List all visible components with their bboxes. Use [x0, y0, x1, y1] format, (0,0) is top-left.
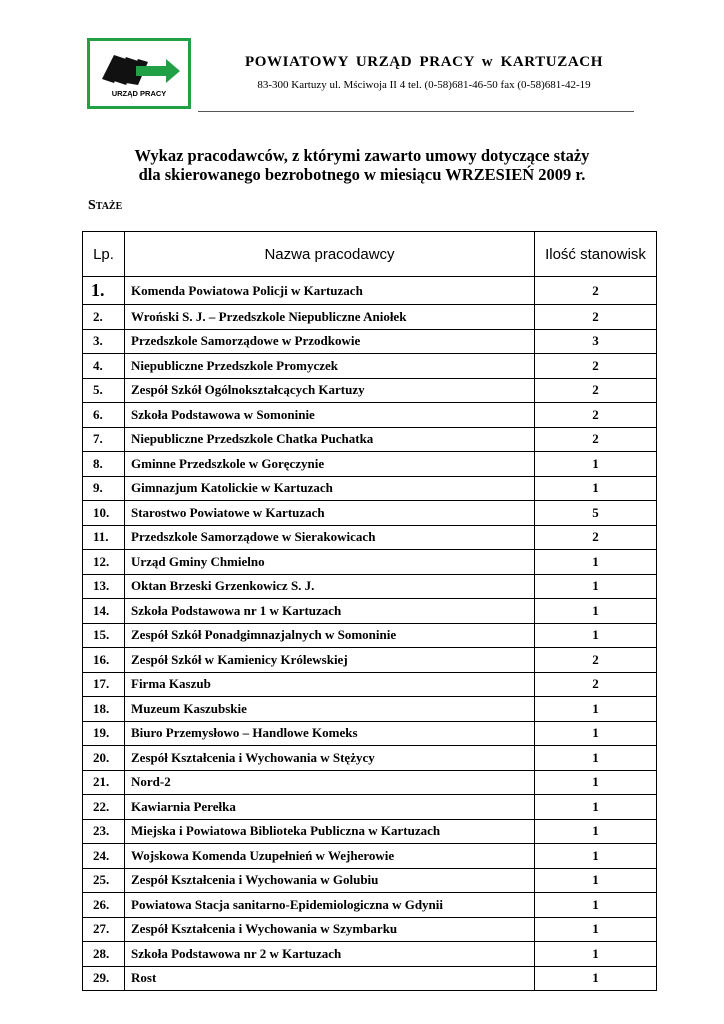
- row-number: 1.: [83, 277, 125, 305]
- positions-count: 1: [535, 917, 657, 942]
- employers-table: [82, 231, 657, 991]
- employer-name: Gminne Przedszkole w Goręczynie: [125, 452, 535, 477]
- table-header-row: [83, 232, 657, 277]
- positions-count: 3: [535, 329, 657, 354]
- table-row: [83, 329, 657, 354]
- employer-name: Przedszkole Samorządowe w Sierakowicach: [125, 525, 535, 550]
- row-number: 12.: [83, 550, 125, 575]
- table-row: [83, 378, 657, 403]
- employer-name: Komenda Powiatowa Policji w Kartuzach: [125, 277, 535, 305]
- row-number: 21.: [83, 770, 125, 795]
- employer-name: Zespół Szkół w Kamienicy Królewskiej: [125, 648, 535, 673]
- row-number: 28.: [83, 942, 125, 967]
- table-row: [83, 476, 657, 501]
- positions-count: 1: [535, 721, 657, 746]
- document-title-line-1: Wykaz pracodawców, z którymi zawarto umowy dotyczące staży: [134, 146, 590, 165]
- section-label: Staże: [88, 198, 123, 213]
- table-row: [83, 427, 657, 452]
- row-number: 24.: [83, 844, 125, 869]
- table-row: [83, 942, 657, 967]
- table-row: [83, 550, 657, 575]
- org-address: 83-300 Kartuzy ul. Mściwoja II 4 tel. (0-58)681-46-50 fax (0-58)681-42-19: [257, 79, 591, 91]
- table-row: [83, 672, 657, 697]
- table-row: [83, 917, 657, 942]
- employer-name: Szkoła Podstawowa nr 2 w Kartuzach: [125, 942, 535, 967]
- employer-name: Zespół Kształcenia i Wychowania w Golubiu: [125, 868, 535, 893]
- header-employer-name: Nazwa pracodawcy: [125, 232, 535, 277]
- positions-count: 1: [535, 795, 657, 820]
- positions-count: 2: [535, 378, 657, 403]
- table-row: [83, 844, 657, 869]
- positions-count: 1: [535, 942, 657, 967]
- employer-name: Muzeum Kaszubskie: [125, 697, 535, 722]
- positions-count: 2: [535, 354, 657, 379]
- table-row: [83, 599, 657, 624]
- table-row: [83, 795, 657, 820]
- table-row: [83, 697, 657, 722]
- header-positions-count: Ilość stanowisk: [535, 232, 657, 277]
- employer-name: Oktan Brzeski Grzenkowicz S. J.: [125, 574, 535, 599]
- row-number: 14.: [83, 599, 125, 624]
- row-number: 9.: [83, 476, 125, 501]
- positions-count: 1: [535, 599, 657, 624]
- employer-name: Miejska i Powiatowa Biblioteka Publiczna w Kartuzach: [125, 819, 535, 844]
- row-number: 22.: [83, 795, 125, 820]
- row-number: 7.: [83, 427, 125, 452]
- positions-count: 1: [535, 966, 657, 991]
- row-number: 16.: [83, 648, 125, 673]
- table-row: [83, 403, 657, 428]
- table-row: [83, 354, 657, 379]
- positions-count: 1: [535, 844, 657, 869]
- employer-name: Szkoła Podstawowa nr 1 w Kartuzach: [125, 599, 535, 624]
- positions-count: 1: [535, 697, 657, 722]
- positions-count: 1: [535, 746, 657, 771]
- row-number: 6.: [83, 403, 125, 428]
- positions-count: 1: [535, 893, 657, 918]
- row-number: 3.: [83, 329, 125, 354]
- row-number: 8.: [83, 452, 125, 477]
- row-number: 11.: [83, 525, 125, 550]
- positions-count: 2: [535, 672, 657, 697]
- table-row: [83, 966, 657, 991]
- positions-count: 1: [535, 452, 657, 477]
- employer-name: Starostwo Powiatowe w Kartuzach: [125, 501, 535, 526]
- positions-count: 1: [535, 476, 657, 501]
- row-number: 5.: [83, 378, 125, 403]
- positions-count: 5: [535, 501, 657, 526]
- row-number: 15.: [83, 623, 125, 648]
- employer-name: Przedszkole Samorządowe w Przodkowie: [125, 329, 535, 354]
- employer-name: Nord-2: [125, 770, 535, 795]
- row-number: 19.: [83, 721, 125, 746]
- employer-name: Wroński S. J. – Przedszkole Niepubliczne Aniołek: [125, 305, 535, 330]
- employer-name: Zespół Szkół Ponadgimnazjalnych w Somoninie: [125, 623, 535, 648]
- employer-name: Zespół Szkół Ogólnokształcących Kartuzy: [125, 378, 535, 403]
- header-divider: [198, 111, 634, 112]
- employer-name: Biuro Przemysłowo – Handlowe Komeks: [125, 721, 535, 746]
- employer-name: Zespół Kształcenia i Wychowania w Szymbarku: [125, 917, 535, 942]
- row-number: 29.: [83, 966, 125, 991]
- table-row: [83, 452, 657, 477]
- positions-count: 1: [535, 770, 657, 795]
- positions-count: 1: [535, 623, 657, 648]
- table-row: [83, 501, 657, 526]
- employer-name: Firma Kaszub: [125, 672, 535, 697]
- row-number: 23.: [83, 819, 125, 844]
- row-number: 13.: [83, 574, 125, 599]
- table-row: [83, 770, 657, 795]
- table-row: [83, 648, 657, 673]
- positions-count: 1: [535, 819, 657, 844]
- table-row: [83, 746, 657, 771]
- positions-count: 1: [535, 550, 657, 575]
- row-number: 20.: [83, 746, 125, 771]
- org-name: POWIATOWY URZĄD PRACY w KARTUZACH: [245, 54, 603, 70]
- employer-name: Szkoła Podstawowa w Somoninie: [125, 403, 535, 428]
- employer-name: Gimnazjum Katolickie w Kartuzach: [125, 476, 535, 501]
- table-row: [83, 277, 657, 305]
- logo: [87, 38, 191, 109]
- row-number: 25.: [83, 868, 125, 893]
- row-number: 26.: [83, 893, 125, 918]
- row-number: 17.: [83, 672, 125, 697]
- employer-name: Urząd Gminy Chmielno: [125, 550, 535, 575]
- table-row: [83, 525, 657, 550]
- row-number: 10.: [83, 501, 125, 526]
- positions-count: 2: [535, 305, 657, 330]
- table-row: [83, 305, 657, 330]
- positions-count: 2: [535, 403, 657, 428]
- employer-name: Powiatowa Stacja sanitarno-Epidemiologiczna w Gdynii: [125, 893, 535, 918]
- table-row: [83, 893, 657, 918]
- employer-name: Niepubliczne Przedszkole Chatka Puchatka: [125, 427, 535, 452]
- table-row: [83, 574, 657, 599]
- table-row: [83, 868, 657, 893]
- positions-count: 1: [535, 574, 657, 599]
- logo-text: URZĄD PRACY: [111, 89, 167, 98]
- employer-name: Zespół Kształcenia i Wychowania w Stężycy: [125, 746, 535, 771]
- table-body: [83, 277, 657, 991]
- row-number: 27.: [83, 917, 125, 942]
- document-title-line-2: dla skierowanego bezrobotnego w miesiącu WRZESIEŃ 2009 r.: [138, 165, 586, 184]
- row-number: 4.: [83, 354, 125, 379]
- table-row: [83, 623, 657, 648]
- employer-name: Rost: [125, 966, 535, 991]
- logo-graphic-icon: [96, 49, 184, 89]
- positions-count: 2: [535, 525, 657, 550]
- positions-count: 1: [535, 868, 657, 893]
- table-row: [83, 819, 657, 844]
- positions-count: 2: [535, 648, 657, 673]
- employer-name: Wojskowa Komenda Uzupełnień w Wejherowie: [125, 844, 535, 869]
- table-row: [83, 721, 657, 746]
- row-number: 2.: [83, 305, 125, 330]
- positions-count: 2: [535, 277, 657, 305]
- header-lp: Lp.: [83, 232, 125, 277]
- positions-count: 2: [535, 427, 657, 452]
- employer-name: Kawiarnia Perełka: [125, 795, 535, 820]
- row-number: 18.: [83, 697, 125, 722]
- employer-name: Niepubliczne Przedszkole Promyczek: [125, 354, 535, 379]
